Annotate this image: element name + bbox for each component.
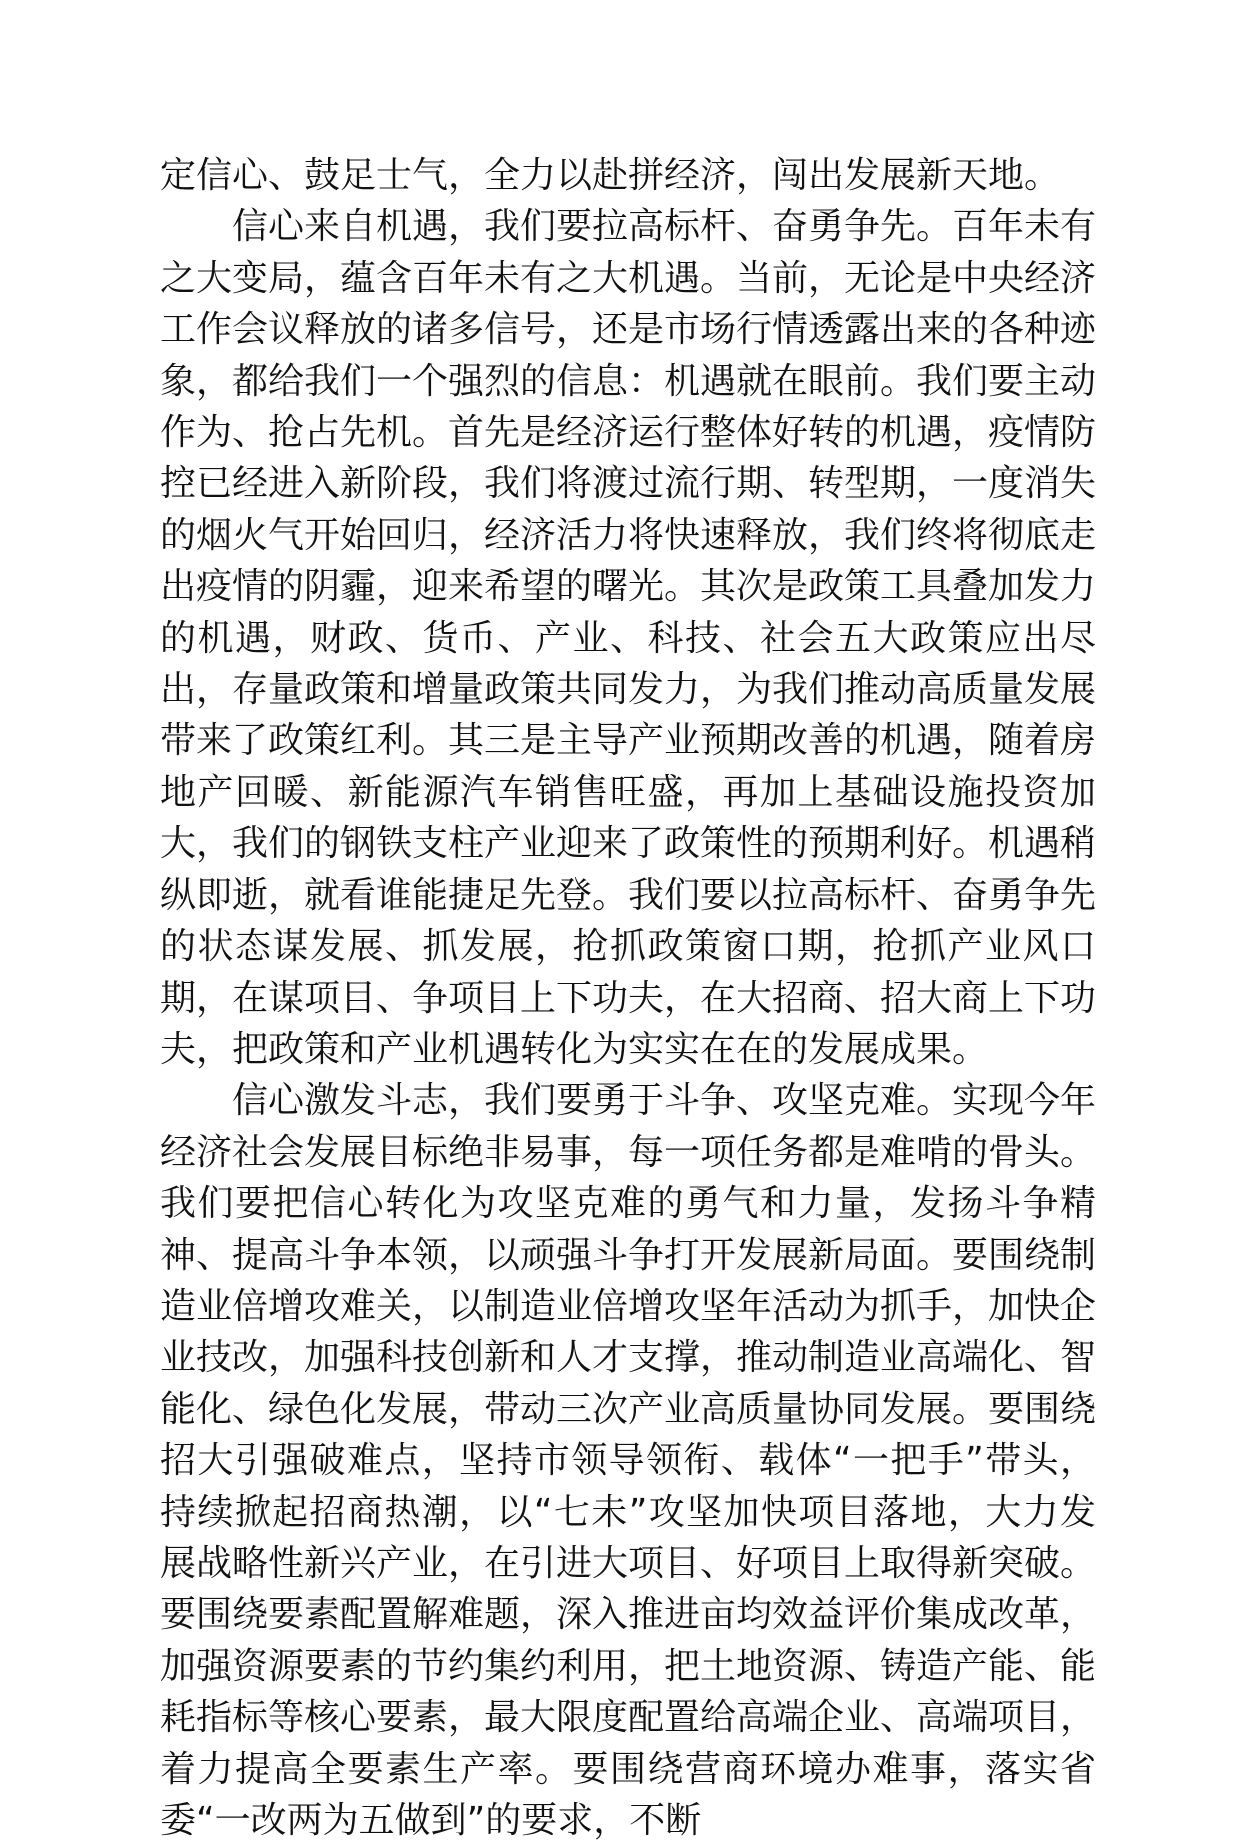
document-page [160,150,1096,1846]
paragraph-3: 信心激发斗志，我们要勇于斗争、攻坚克难。实现今年经济社会发展目标绝非易事，每一项任务都是难啃的骨头。我们要把信心转化为攻坚克难的勇气和力量，发扬斗争精神、提高斗争本领，以顽强斗争打开发展新局面。要围绕制造业倍增攻难关，以制造业倍增攻坚年活动为抓手，加快企业技改，加强科技创新和人才支撑，推动制造业高端化、智能化、绿色化发展，带动三次产业高质量协同发展。要围绕招大引强破难点，坚持市领导领衔、载体“一把手”带头，持续掀起招商热潮，以“七未”攻坚加快项目落地，大力发展战略性新兴产业，在引进大项目、好项目上取得新突破。要围绕要素配置解难题，深入推进亩均效益评价集成改革，加强资源要素的节约集约利用，把土地资源、铸造产能、能耗指标等核心要素，最大限度配置给高端企业、高端项目，着力提高全要素生产率。要围绕营商环境办难事，落实省委“一改两为五做到”的要求，不断 [160,1080,1097,1841]
paragraph-1: 定信心、鼓足士气，全力以赴拼经济，闯出发展新天地。 [160,155,1061,196]
paragraph-2: 信心来自机遇，我们要拉高标杆、奋勇争先。百年未有之大变局，蕴含百年未有之大机遇。当前，无论是中央经济工作会议释放的诸多信号，还是市场行情透露出来的各种迹象，都给我们一个强烈的信息：机遇就在眼前。我们要主动作为、抢占先机。首先是经济运行整体好转的机遇，疫情防控已经进入新阶段，我们将渡过流行期、转型期，一度消失的烟火气开始回归，经济活力将快速释放，我们终将彻底走出疫情的阴霾，迎来希望的曙光。其次是政策工具叠加发力的机遇，财政、货币、产业、科技、社会五大政策应出尽出，存量政策和增量政策共同发力，为我们推动高质量发展带来了政策红利。其三是主导产业预期改善的机遇，随着房地产回暖、新能源汽车销售旺盛，再加上基础设施投资加大，我们的钢铁支柱产业迎来了政策性的预期利好。机遇稍纵即逝，就看谁能捷足先登。我们要以拉高标杆、奋勇争先的状态谋发展、抓发展，抢抓政策窗口期，抢抓产业风口期，在谋项目、争项目上下功夫，在大招商、招大商上下功夫，把政策和产业机遇转化为实实在在的发展成果。 [160,206,1097,1070]
